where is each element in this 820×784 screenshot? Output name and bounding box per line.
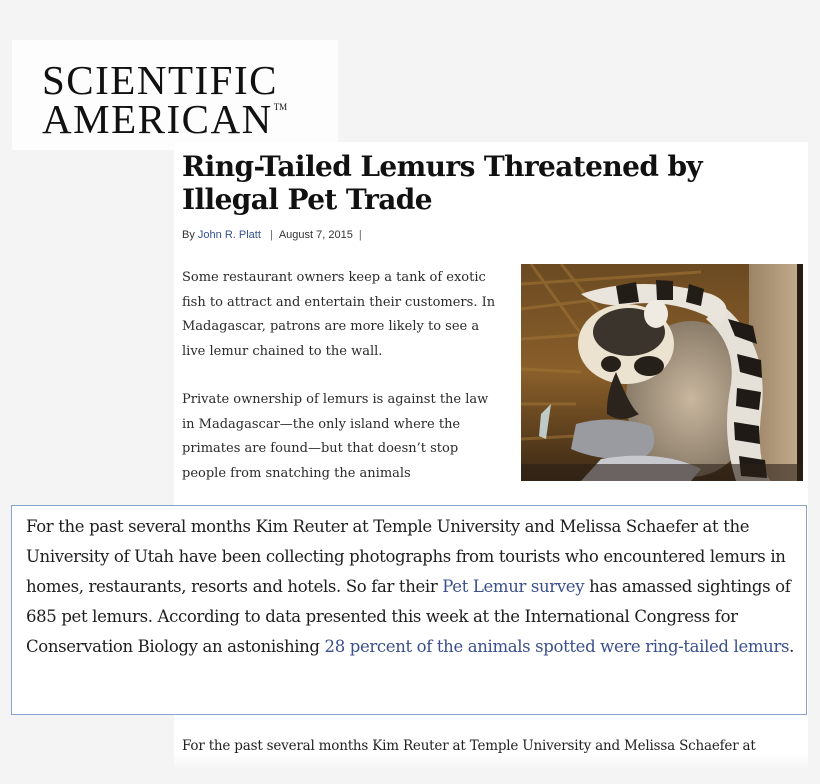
highlighted-quote-text [26, 512, 796, 662]
logo-line-2 [42, 96, 288, 142]
byline-separator-trailing: | [358, 229, 362, 241]
pet-lemur-survey-link[interactable]: Pet Lemur survey [442, 577, 585, 596]
highlighted-quote-box [11, 505, 807, 715]
logo[interactable] [12, 40, 338, 150]
quote-text-part-1: For the past several months Kim Reuter at Temple University and Melissa Schaefer at the University of Utah have been collecting photographs from tourists who encountered lemurs in homes, restaurants, resorts and hotels. So far their [26, 517, 786, 596]
logo-line-1: SCIENTIFIC [42, 57, 278, 103]
logo-line-2-text: AMERICAN [42, 96, 273, 142]
lemur-image [521, 264, 803, 481]
lemur-photo [521, 264, 803, 481]
byline-prefix: By [182, 229, 195, 241]
lead-paragraph-2: Private ownership of lemurs is against the law in Madagascar—the only island where the primates are found—but that doesn’t stop people from snatching the animals [182, 392, 489, 481]
quote-text-part-3: . [789, 637, 795, 656]
continued-paragraph: For the past several months Kim Reuter at Temple University and Melissa Schaefer at [182, 738, 756, 754]
article-headline: Ring-Tailed Lemurs Threatened by Illegal Pet Trade [182, 150, 703, 216]
bottom-fade [174, 754, 808, 770]
byline [182, 229, 368, 241]
publish-date: August 7, 2015 [278, 229, 353, 241]
byline-separator: | [269, 229, 273, 241]
quote-text-part-2: has amassed sightings of 685 pet lemurs. According to data presented this week at the International Congress for Conservation Biology an astonishing [26, 577, 791, 656]
ring-tailed-percent-link[interactable]: 28 percent of the animals spotted were ring-tailed lemurs [324, 637, 790, 656]
lead-paragraph-1: Some restaurant owners keep a tank of exotic fish to attract and entertain their customers. In Madagascar, patrons are more likely to see a live lemur chained to the wall. [182, 270, 496, 359]
trademark-symbol: TM [273, 102, 288, 112]
author-link[interactable]: John R. Platt [197, 229, 261, 241]
lead-text [182, 266, 502, 510]
